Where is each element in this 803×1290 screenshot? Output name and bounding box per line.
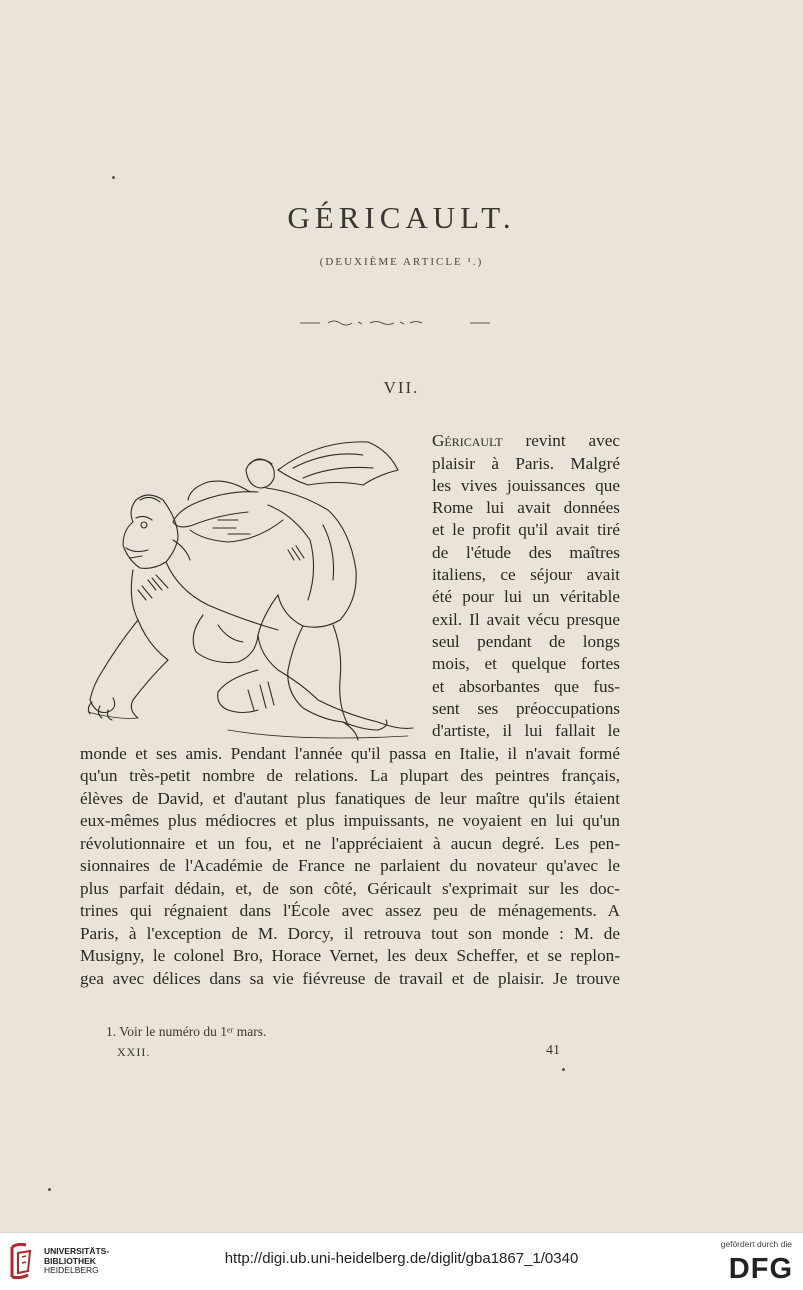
paragraph-line: d'artiste, il lui fallait le: [432, 721, 620, 740]
dfg-logo[interactable]: DFG: [728, 1253, 793, 1285]
paragraph-line: gea avec délices dans sa vie fiévreuse de travail et de plaisir. Je trouve: [80, 969, 620, 988]
paragraph-line: Géricault revint avec: [432, 431, 620, 450]
paragraph-line: sent ses préoccupations: [432, 699, 620, 718]
paragraph-line: italiens, ce séjour avait: [432, 565, 620, 584]
footnote: 1. Voir le numéro du 1ᵉʳ mars.: [106, 1024, 267, 1039]
lion-wrestler-illustration: [78, 430, 428, 750]
paragraph-line: les vives jouissances que: [432, 476, 620, 495]
paragraph-line: été pour lui un véritable: [432, 587, 620, 606]
paragraph-line: plaisir à Paris. Malgré: [432, 454, 620, 473]
paragraph-line: de l'étude des maîtres: [432, 543, 620, 562]
lead-word: Géricault: [432, 431, 503, 450]
section-number: VII.: [383, 378, 420, 397]
paragraph-line: et le profit qu'il avait tiré: [432, 520, 620, 539]
signature-mark: XXII.: [117, 1045, 151, 1059]
paragraph-line: eux-mêmes plus médiocres et plus impuissants, ne voyaient en lui qu'un: [80, 811, 620, 830]
paper-speck: [48, 1188, 51, 1191]
viewer-footer: [0, 1232, 803, 1290]
paragraph-line: seul pendant de longs: [432, 632, 620, 651]
paragraph-line: Musigny, le colonel Bro, Horace Vernet, les deux Scheffer, et se replon-: [80, 946, 620, 965]
paper-speck: [562, 1068, 565, 1071]
page-number: 41: [546, 1043, 560, 1058]
permalink-url[interactable]: http://digi.ub.uni-heidelberg.de/diglit/gba1867_1/0340: [224, 1250, 579, 1267]
paragraph-line: Rome lui avait données: [432, 498, 620, 517]
paragraph-line: qu'un très-petit nombre de relations. La plupart des peintres français,: [80, 766, 620, 785]
paragraph-line: Paris, à l'exception de M. Dorcy, il retrouva tout son monde : M. de: [80, 924, 620, 943]
ornament-divider-icon: [300, 318, 490, 328]
paragraph-line: exil. Il avait vécu presque: [432, 610, 620, 629]
paragraph-line: trines qui régnaient dans l'École avec assez peu de ménagements. A: [80, 901, 620, 920]
paragraph-line: et absorbantes que fus-: [432, 677, 620, 696]
paragraph-line: révolutionnaire et un fou, et ne l'appréciaient à aucun degré. Les pen-: [80, 834, 620, 853]
paragraph-line: monde et ses amis. Pendant l'année qu'il passa en Italie, il n'avait formé: [80, 744, 620, 763]
paragraph-line: plus parfait dédain, et, de son côté, Géricault s'exprimait sur les doc-: [80, 879, 620, 898]
dfg-label: gefördert durch die: [720, 1239, 792, 1249]
paper-speck: [112, 176, 115, 179]
paragraph-line: mois, et quelque fortes: [432, 654, 620, 673]
university-library-name: UNIVERSITÄTS- BIBLIOTHEK HEIDELBERG: [44, 1246, 110, 1275]
paragraph-line: élèves de David, et d'autant plus fanatiques de leur maître qu'ils étaient: [80, 789, 620, 808]
paragraph-line: sionnaires de l'Académie de France ne parlaient du novateur qu'avec le: [80, 856, 620, 875]
article-title: GÉRICAULT.: [287, 200, 516, 235]
article-subtitle: (DEUXIÈME ARTICLE ¹.): [319, 256, 484, 268]
